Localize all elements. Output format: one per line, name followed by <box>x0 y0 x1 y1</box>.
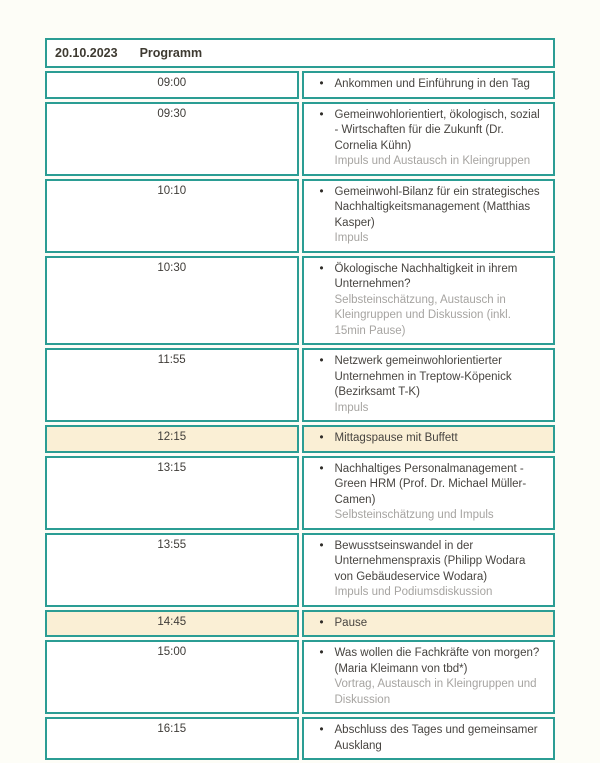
session-subtitle: Impuls <box>334 232 369 244</box>
session-time: 11:55 <box>45 348 299 422</box>
session-subtitle: Impuls <box>334 401 369 414</box>
table-header <box>45 38 555 68</box>
session-cell <box>302 533 556 607</box>
session-title: Bewusstseinswandel in der Unternehmenspraxis (Philipp Wodara von Gebäudeservice Wodara) <box>334 539 526 583</box>
session-time: 09:30 <box>45 102 299 176</box>
session-subtitle: Selbsteinschätzung und Impuls <box>334 509 494 521</box>
session-time: 15:00 <box>45 640 299 714</box>
table-row <box>45 102 555 176</box>
session-subtitle: Impuls und Austausch in Kleingruppen <box>334 155 531 167</box>
table-row <box>45 640 555 714</box>
session-title-line <box>318 77 546 93</box>
session-title-line <box>318 539 546 586</box>
session-time: 12:15 <box>45 425 299 453</box>
bullet-icon: • <box>319 355 324 367</box>
session-title-line <box>318 616 546 632</box>
session-cell <box>302 717 556 760</box>
table-row <box>45 717 555 760</box>
bullet-icon: • <box>319 108 324 121</box>
bullet-icon: • <box>319 185 324 198</box>
session-title-line <box>318 462 546 509</box>
bullet-icon: • <box>319 647 324 659</box>
bullet-icon: • <box>319 262 324 275</box>
session-time: 16:15 <box>45 717 299 760</box>
session-cell <box>302 425 556 453</box>
session-title-line <box>318 262 546 293</box>
session-time: 13:55 <box>45 533 299 607</box>
session-title: Netzwerk gemeinwohlorientierter Unternehmen in Treptow-Köpenick (Bezirksamt T-K) <box>334 355 512 398</box>
session-title-line <box>318 108 546 155</box>
session-cell <box>302 456 556 530</box>
session-cell <box>302 348 556 422</box>
session-title-line <box>318 723 546 754</box>
session-time: 13:15 <box>45 456 299 530</box>
session-cell <box>302 610 556 638</box>
bullet-icon: • <box>319 539 324 552</box>
table-row <box>45 425 555 453</box>
session-title: Ankommen und Einführung in den Tag <box>334 78 530 90</box>
table-row <box>45 256 555 346</box>
session-cell <box>302 640 556 714</box>
bullet-icon: • <box>319 432 324 444</box>
header-date: 20.10.2023 <box>55 46 118 60</box>
bullet-icon: • <box>319 462 324 475</box>
session-subtitle: Selbsteinschätzung, Austausch in Kleingruppen und Diskussion (inkl. 15min Pause) <box>334 293 511 337</box>
session-subtitle: Impuls und Podiumsdiskussion <box>334 586 493 598</box>
session-time: 10:30 <box>45 256 299 346</box>
session-title: Abschluss des Tages und gemeinsamer Ausklang <box>334 724 538 752</box>
session-title-line <box>318 431 546 447</box>
session-cell <box>302 71 556 99</box>
session-title-line <box>318 646 546 677</box>
session-title: Ökologische Nachhaltigkeit in ihrem Unternehmen? <box>334 262 518 290</box>
session-subtitle: Vortrag, Austausch in Kleingruppen und Diskussion <box>334 678 537 706</box>
session-time: 14:45 <box>45 610 299 638</box>
table-row <box>45 533 555 607</box>
bullet-icon: • <box>319 724 324 736</box>
session-time: 09:00 <box>45 71 299 99</box>
session-title: Nachhaltiges Personalmanagement - Green HRM (Prof. Dr. Michael Müller-Camen) <box>334 462 527 506</box>
session-title: Mittagspause mit Buffett <box>334 432 458 444</box>
bullet-icon: • <box>319 78 324 90</box>
session-title: Was wollen die Fachkräfte von morgen? (Maria Kleimann von tbd*) <box>334 647 540 675</box>
session-title: Pause <box>334 616 368 629</box>
table-row <box>45 456 555 530</box>
program-table <box>42 35 558 763</box>
table-row <box>45 179 555 253</box>
table-row <box>45 71 555 99</box>
session-time: 10:10 <box>45 179 299 253</box>
session-title-line <box>318 354 546 401</box>
session-cell <box>302 179 556 253</box>
session-cell <box>302 102 556 176</box>
table-header-row <box>45 38 555 68</box>
header-title: Programm <box>139 46 203 60</box>
session-cell <box>302 256 556 346</box>
bullet-icon: • <box>319 616 324 629</box>
table-row <box>45 610 555 638</box>
table-row <box>45 348 555 422</box>
session-title: Gemeinwohl-Bilanz für ein strategisches Nachhaltigkeitsmanagement (Matthias Kasper) <box>334 185 540 229</box>
session-title-line <box>318 185 546 232</box>
program-rows <box>45 38 555 760</box>
session-title: Gemeinwohlorientiert, ökologisch, sozial - Wirtschaften für die Zukunft (Dr. Cornelia Kühn) <box>334 108 540 152</box>
